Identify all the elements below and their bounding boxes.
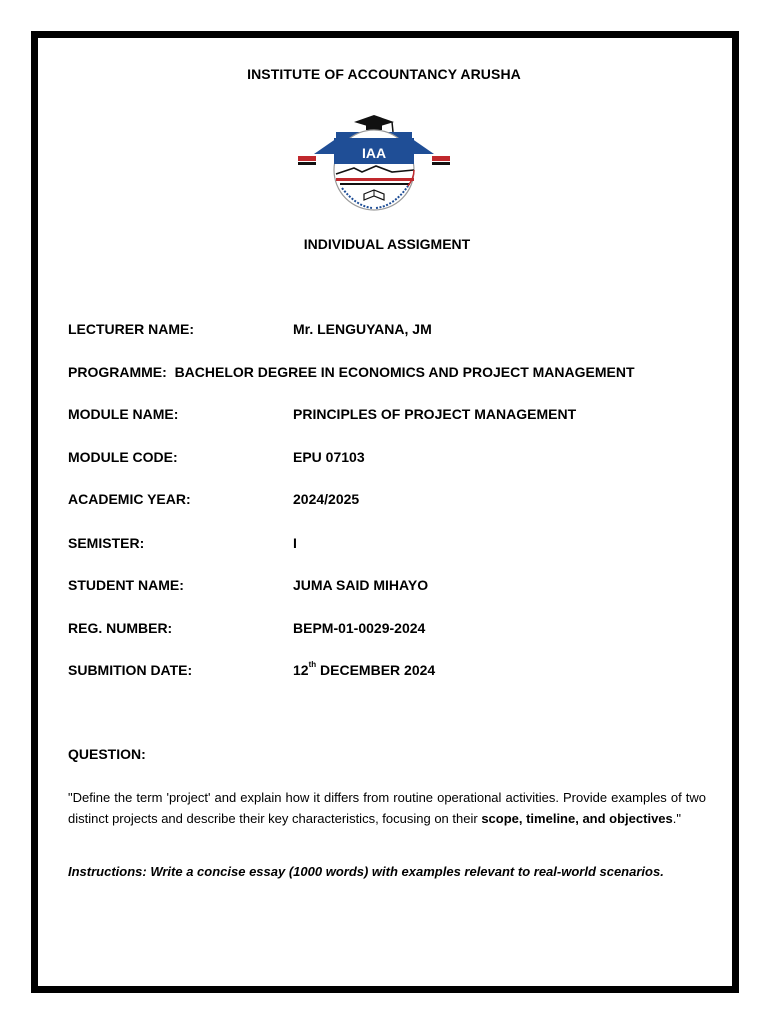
logo-acronym: IAA: [361, 145, 387, 161]
iaa-logo: [296, 112, 456, 216]
submission-day: 12: [293, 662, 309, 678]
semester-value: I: [293, 535, 297, 551]
submission-date-value: [293, 662, 435, 678]
programme-value: BACHELOR DEGREE IN ECONOMICS AND PROJECT MANAGEMENT: [174, 364, 635, 380]
question-heading: QUESTION:: [68, 746, 146, 762]
assignment-title: INDIVIDUAL ASSIGMENT: [303, 236, 471, 252]
semester-row: [68, 535, 297, 551]
lecturer-value: Mr. LENGUYANA, JM: [293, 321, 432, 337]
module-code-value: EPU 07103: [293, 449, 365, 465]
student-name-row: [68, 577, 428, 593]
submission-month-year: DECEMBER 2024: [316, 662, 436, 678]
question-text-main: "Define the term 'project' and explain how it differs from routine operational activities. Provide examples of two distinct projects and describe their key characteristics, focusing on their: [68, 790, 706, 826]
module-code-row: [68, 449, 365, 465]
instructions-text: Instructions: Write a concise essay (1000 words) with examples relevant to real-world scenarios.: [68, 864, 664, 879]
submission-day-suffix: th: [308, 660, 317, 669]
institute-name: INSTITUTE OF ACCOUNTANCY ARUSHA: [247, 66, 521, 82]
module-code-label: MODULE CODE:: [68, 449, 178, 465]
submission-date-label: SUBMITION DATE:: [68, 662, 193, 678]
module-name-value: PRINCIPLES OF PROJECT MANAGEMENT: [293, 406, 577, 422]
submission-date-row: [68, 662, 435, 678]
question-text-emphasis: scope, timeline, and objectives: [481, 810, 673, 826]
academic-year-value: 2024/2025: [293, 491, 360, 507]
student-name-value: JUMA SAID MIHAYO: [293, 577, 429, 593]
semester-label: SEMISTER:: [68, 535, 145, 551]
module-name-label: MODULE NAME:: [68, 406, 179, 422]
lecturer-label: LECTURER NAME:: [68, 321, 194, 337]
question-text: [68, 788, 706, 829]
lecturer-row: [68, 321, 432, 337]
academic-year-label: ACADEMIC YEAR:: [68, 491, 191, 507]
reg-number-label: REG. NUMBER:: [68, 620, 173, 636]
module-name-row: [68, 406, 576, 422]
academic-year-row: [68, 491, 359, 507]
programme-label: PROGRAMME:: [68, 364, 167, 380]
reg-number-row: [68, 620, 425, 636]
programme-row: [68, 364, 635, 380]
student-name-label: STUDENT NAME:: [68, 577, 184, 593]
question-text-end: .": [672, 810, 681, 826]
reg-number-value: BEPM-01-0029-2024: [293, 620, 426, 636]
